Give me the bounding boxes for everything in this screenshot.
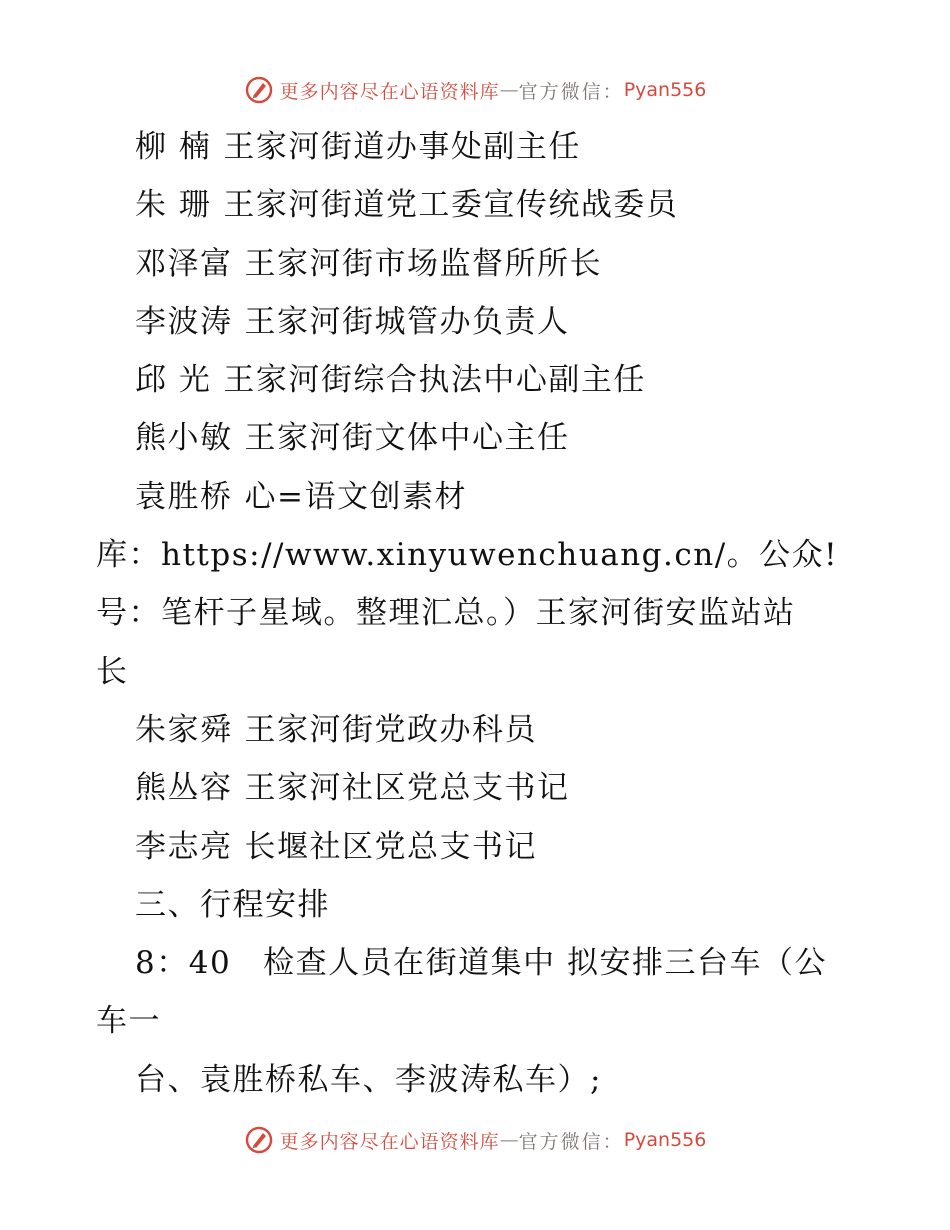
person-name: 邓泽富 bbox=[135, 245, 233, 282]
footer-watermark-banner bbox=[0, 1120, 950, 1160]
person-role: 王家河街党政办科员 bbox=[244, 711, 537, 748]
attendee-line bbox=[96, 409, 856, 467]
attendee-line bbox=[96, 701, 856, 759]
person-name: 袁胜桥 bbox=[135, 478, 233, 515]
attendee-line bbox=[96, 468, 856, 526]
person-name: 邱 光 bbox=[135, 362, 212, 399]
banner-wechat-label: 官方微信： bbox=[518, 1130, 624, 1153]
attendee-line bbox=[96, 818, 856, 876]
person-role: 长堰社区党总支书记 bbox=[244, 828, 537, 865]
body-paragraph-line: 台、袁胜桥私车、李波涛私车）; bbox=[135, 1061, 602, 1098]
person-name: 朱 珊 bbox=[135, 187, 212, 224]
attendee-line bbox=[96, 235, 856, 293]
attendee-line bbox=[96, 759, 856, 817]
person-role: 王家河街市场监督所所长 bbox=[244, 245, 602, 282]
section-heading: 三、行程安排 bbox=[135, 886, 330, 923]
person-role: 王家河街道办事处副主任 bbox=[223, 129, 581, 165]
person-role: 心=语文创素材 bbox=[244, 478, 467, 515]
pen-logo-icon bbox=[244, 75, 274, 105]
person-name: 柳 楠 bbox=[135, 129, 212, 165]
document-body bbox=[96, 118, 856, 1109]
banner-main-text: 更多内容尽在心语资料库 bbox=[279, 80, 500, 103]
attendee-line bbox=[96, 176, 856, 234]
person-role: 王家河街城管办负责人 bbox=[244, 303, 570, 340]
body-paragraph-line: 号：笔杆子星域。整理汇总。）王家河街安监站站 bbox=[96, 595, 796, 632]
person-role: 王家河街文体中心主任 bbox=[244, 420, 570, 457]
attendee-line bbox=[96, 351, 856, 409]
person-name: 熊小敏 bbox=[135, 420, 233, 457]
attendee-line bbox=[96, 293, 856, 351]
schedule-text: 检查人员在街道集中 拟安排三台车（公 bbox=[263, 945, 828, 982]
banner-wechat-id: Pyan556 bbox=[623, 79, 707, 101]
person-name: 李波涛 bbox=[135, 303, 233, 340]
schedule-time: 8：40 bbox=[135, 945, 232, 982]
body-paragraph-line: 车一 bbox=[96, 1003, 161, 1040]
person-name: 李志亮 bbox=[135, 828, 233, 865]
person-name: 熊丛容 bbox=[135, 770, 233, 807]
banner-dash: — bbox=[499, 1129, 519, 1151]
banner-dash: — bbox=[499, 79, 519, 101]
body-paragraph-line: 库：https://www.xinyuwenchuang.cn/。公众! bbox=[96, 537, 839, 574]
banner-wechat-label: 官方微信： bbox=[518, 80, 624, 103]
person-name: 朱家舜 bbox=[135, 711, 233, 748]
header-watermark-banner bbox=[0, 70, 950, 110]
banner-wechat-id: Pyan556 bbox=[623, 1129, 707, 1151]
pen-logo-icon bbox=[244, 1125, 274, 1155]
schedule-line bbox=[96, 934, 856, 992]
body-paragraph-line: 长 bbox=[96, 653, 129, 690]
attendee-line bbox=[96, 118, 856, 176]
person-role: 王家河街道党工委宣传统战委员 bbox=[223, 187, 679, 224]
person-role: 王家河社区党总支书记 bbox=[244, 770, 570, 807]
banner-main-text: 更多内容尽在心语资料库 bbox=[279, 1130, 500, 1153]
person-role: 王家河街综合执法中心副主任 bbox=[223, 362, 646, 399]
